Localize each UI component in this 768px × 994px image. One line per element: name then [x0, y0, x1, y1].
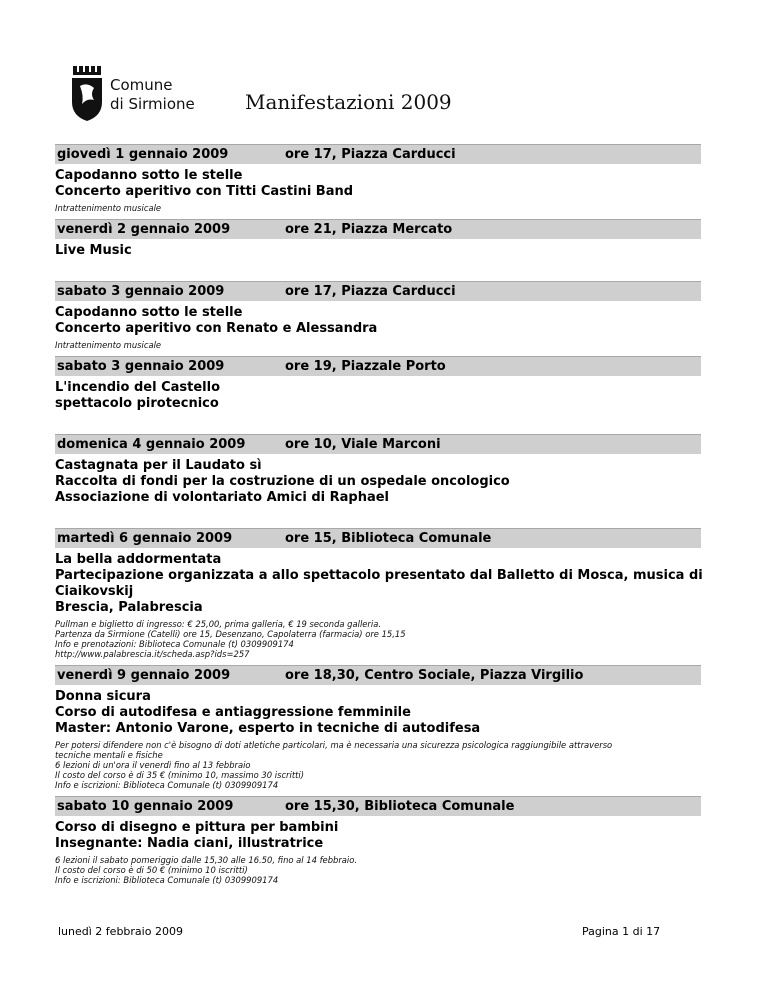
event-note-line: Info e iscrizioni: Biblioteca Comunale (t) 0309909174: [55, 780, 279, 790]
event-description-line: L'incendio del Castello: [55, 380, 221, 395]
event-time-place: ore 18,30, Centro Sociale, Piazza Virgilio: [285, 668, 584, 683]
event-description-line: spettacolo pirotecnico: [55, 396, 219, 411]
event-date: venerdì 9 gennaio 2009: [57, 668, 231, 683]
event-description: [55, 301, 701, 337]
event-description-line: Master: Antonio Varone, esperto in tecniche di autodifesa: [55, 721, 481, 736]
event-description-line: Partecipazione organizzata a allo spettacolo presentato dal Balletto di Mosca, musica di: [55, 568, 703, 583]
event-description-line: Insegnante: Nadia ciani, illustratrice: [55, 836, 324, 851]
events-list: [55, 144, 701, 891]
event-note-line: Per potersi difendere non c'è bisogno di doti atletiche particolari, ma è necessaria una sicurezza psicologica raggiungibile attraverso: [55, 740, 613, 750]
event-entry: [55, 144, 701, 219]
event-date: venerdì 2 gennaio 2009: [57, 222, 231, 237]
event-time-place: ore 15, Biblioteca Comunale: [285, 531, 492, 546]
logo-line-2: di Sirmione: [110, 95, 195, 113]
event-header-bar: [55, 144, 701, 164]
event-description-line: La bella addormentata: [55, 552, 222, 567]
event-description-line: Concerto aperitivo con Titti Castini Band: [55, 184, 354, 199]
event-description-line: Corso di autodifesa e antiaggressione femminile: [55, 705, 411, 720]
event-description-line: Brescia, Palabrescia: [55, 600, 203, 615]
event-header-bar: [55, 281, 701, 301]
event-notes: [55, 200, 701, 213]
event-note-line: Info e iscrizioni: Biblioteca Comunale (t) 0309909174: [55, 875, 279, 885]
event-notes: [55, 737, 701, 790]
event-note-line: Info e prenotazioni: Biblioteca Comunale (t) 0309909174: [55, 639, 294, 649]
event-description-line: Capodanno sotto le stelle: [55, 168, 243, 183]
event-note-line: 6 lezioni il sabato pomeriggio dalle 15,30 alle 16.50, fino al 14 febbraio.: [55, 855, 358, 865]
event-entry: [55, 434, 701, 528]
page-title: Manifestazioni 2009: [245, 90, 452, 114]
event-header-bar: [55, 665, 701, 685]
event-note-line: Partenza da Sirmione (Catelli) ore 15, Desenzano, Capolaterra (farmacia) ore 15,15: [55, 629, 406, 639]
event-notes: [55, 616, 701, 659]
event-time-place: ore 21, Piazza Mercato: [285, 222, 453, 237]
event-description: [55, 454, 701, 506]
event-header-bar: [55, 219, 701, 239]
event-notes: [55, 852, 701, 885]
event-date: martedì 6 gennaio 2009: [57, 531, 233, 546]
event-spacer: [55, 885, 701, 891]
event-entry: [55, 281, 701, 356]
event-header-bar: [55, 528, 701, 548]
event-description-line: Associazione di volontariato Amici di Raphael: [55, 490, 390, 505]
coat-of-arms-icon: [70, 64, 104, 122]
event-time-place: ore 15,30, Biblioteca Comunale: [285, 799, 515, 814]
event-date: sabato 10 gennaio 2009: [57, 799, 234, 814]
event-notes: [55, 337, 701, 350]
event-description-line: Ciaikovskij: [55, 584, 134, 599]
footer-date: lunedì 2 febbraio 2009: [58, 925, 183, 938]
event-time-place: ore 17, Piazza Carducci: [285, 284, 456, 299]
event-description-line: Live Music: [55, 243, 132, 258]
event-header-bar: [55, 434, 701, 454]
event-note-line: Intrattenimento musicale: [55, 203, 162, 213]
event-description: [55, 816, 701, 852]
event-date: domenica 4 gennaio 2009: [57, 437, 246, 452]
event-description-line: Castagnata per il Laudato sì: [55, 458, 262, 473]
event-entry: [55, 665, 701, 796]
event-spacer: [55, 259, 701, 281]
event-date: sabato 3 gennaio 2009: [57, 284, 225, 299]
event-note-line: tecniche mentali e fisiche: [55, 750, 163, 760]
event-time-place: ore 17, Piazza Carducci: [285, 147, 456, 162]
event-spacer: [55, 412, 701, 434]
logo-text: [110, 76, 195, 114]
event-note-line: Intrattenimento musicale: [55, 340, 162, 350]
event-entry: [55, 796, 701, 891]
event-note-line: Pullman e biglietto di ingresso: € 25,00, prima galleria, € 19 seconda galleria.: [55, 619, 381, 629]
comune-logo: [70, 64, 230, 124]
event-date: sabato 3 gennaio 2009: [57, 359, 225, 374]
event-entry: [55, 356, 701, 434]
event-description: [55, 376, 701, 412]
event-date: giovedì 1 gennaio 2009: [57, 147, 229, 162]
event-header-bar: [55, 796, 701, 816]
event-spacer: [55, 506, 701, 528]
event-note-line: Il costo del corso è di 35 € (minimo 10, massimo 30 iscritti): [55, 770, 304, 780]
event-entry: [55, 528, 701, 665]
event-description: [55, 685, 701, 737]
event-description: [55, 548, 701, 616]
event-description: [55, 239, 701, 259]
event-note-line: http://www.palabrescia.it/scheda.asp?ids=257: [55, 649, 250, 659]
event-time-place: ore 19, Piazzale Porto: [285, 359, 446, 374]
logo-line-1: Comune: [110, 76, 173, 94]
event-description-line: Corso di disegno e pittura per bambini: [55, 820, 339, 835]
event-description-line: Donna sicura: [55, 689, 151, 704]
event-note-line: 6 lezioni di un'ora il venerdì fino al 13 febbraio: [55, 760, 251, 770]
event-header-bar: [55, 356, 701, 376]
event-note-line: Il costo del corso è di 50 € (minimo 10 iscritti): [55, 865, 248, 875]
event-time-place: ore 10, Viale Marconi: [285, 437, 441, 452]
event-description-line: Concerto aperitivo con Renato e Alessandra: [55, 321, 378, 336]
event-description-line: Capodanno sotto le stelle: [55, 305, 243, 320]
event-description-line: Raccolta di fondi per la costruzione di un ospedale oncologico: [55, 474, 510, 489]
footer-page-number: Pagina 1 di 17: [582, 925, 661, 938]
event-description: [55, 164, 701, 200]
event-entry: [55, 219, 701, 281]
